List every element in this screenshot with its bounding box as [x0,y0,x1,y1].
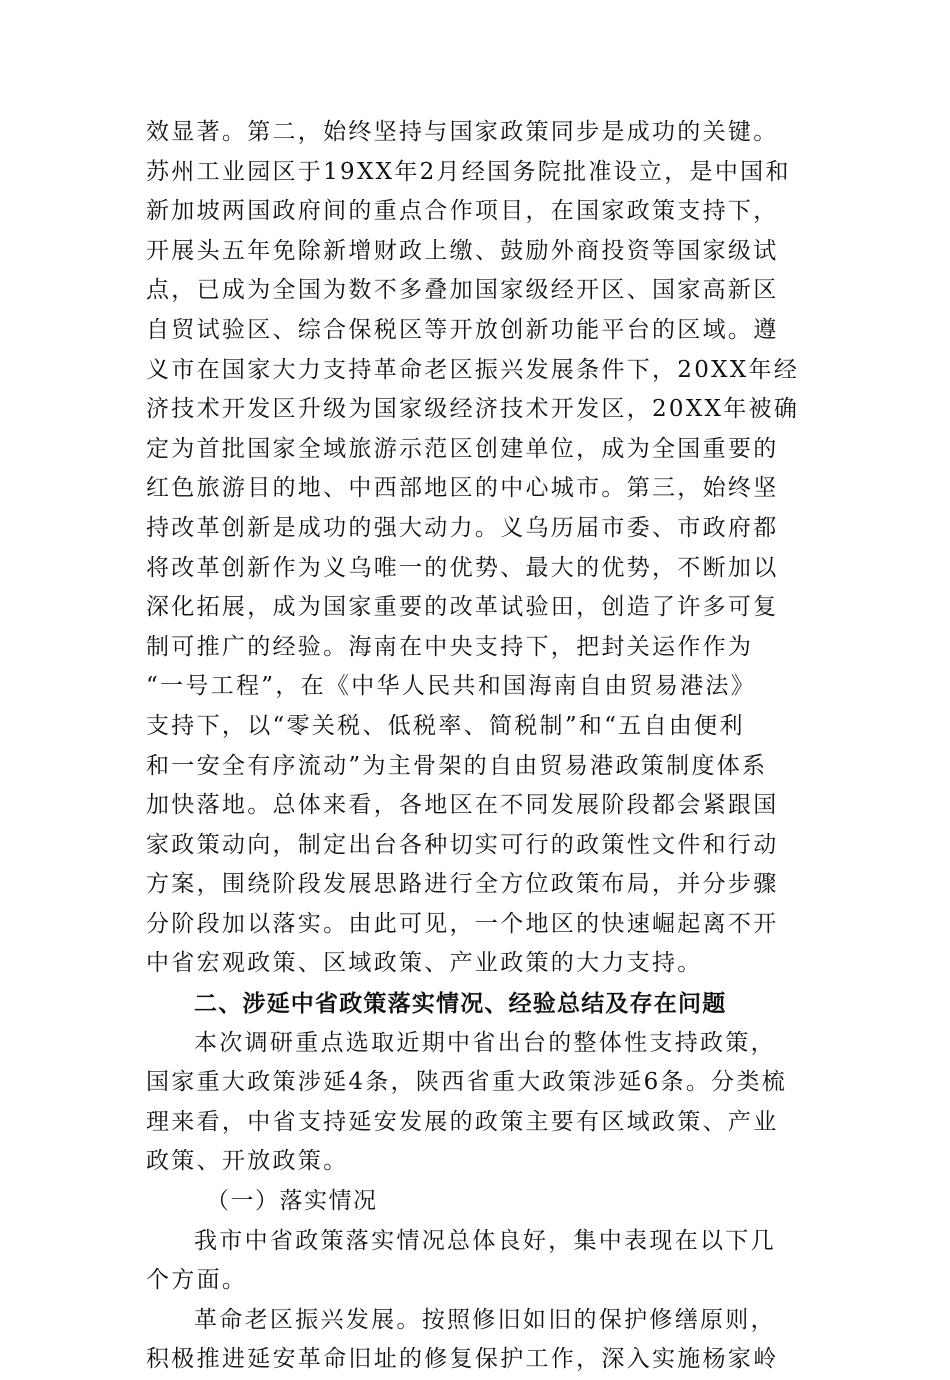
paragraph-line: 积极推进延安革命旧址的修复保护工作，深入实施杨家岭 [146,1346,779,1373]
paragraph-line: 苏州工业园区于19XX年2月经国务院批准设立，是中国和 [146,158,791,185]
paragraph-line: 定为首批国家全域旅游示范区创建单位，成为全国重要的 [146,435,779,462]
paragraph-line: 加快落地。总体来看，各地区在不同发展阶段都会紧跟国 [146,792,779,819]
paragraph-line: 理来看，中省支持延安发展的政策主要有区域政策、产业 [146,1108,779,1135]
paragraph-line: 深化拓展，成为国家重要的改革试验田，创造了许多可复 [146,594,779,621]
paragraph-line: 红色旅游目的地、中西部地区的中心城市。第三，始终坚 [146,475,779,502]
section-heading: 二、涉延中省政策落实情况、经验总结及存在问题 [194,990,727,1018]
paragraph-line: 政策、开放政策。 [146,1148,349,1175]
paragraph-line: 点，已成为全国为数不多叠加国家级经开区、国家高新区 [146,277,779,304]
paragraph-line: 支持下，以“零关税、低税率、简税制”和“五自由便利 [146,712,745,739]
paragraph-line: 开展头五年免除新增财政上缴、鼓励外商投资等国家级试 [146,237,779,264]
subsection-heading: （一）落实情况 [206,1188,378,1215]
paragraph-line: 国家重大政策涉延4条，陕西省重大政策涉延6条。分类梳 [146,1069,788,1096]
paragraph-line: 持改革创新是成功的强大动力。义乌历届市委、市政府都 [146,514,779,541]
paragraph-line: 我市中省政策落实情况总体良好，集中表现在以下几 [194,1227,776,1254]
paragraph-line: 济技术开发区升级为国家级经济技术开发区，20XX年被确 [146,396,800,423]
paragraph-line: 自贸试验区、综合保税区等开放创新功能平台的区域。遵 [146,316,779,343]
paragraph-line: 制可推广的经验。海南在中央支持下，把封关运作作为 [146,633,754,660]
paragraph-line: 分阶段加以落实。由此可见，一个地区的快速崛起离不开 [146,910,779,937]
paragraph-line: 本次调研重点选取近期中省出台的整体性支持政策， [194,1029,776,1056]
paragraph-line: 家政策动向，制定出台各种切实可行的政策性文件和行动 [146,831,779,858]
paragraph-line: 义市在国家大力支持革命老区振兴发展条件下，20XX年经 [146,356,800,383]
paragraph-line: 新加坡两国政府间的重点合作项目，在国家政策支持下， [146,198,779,225]
paragraph-line: 中省宏观政策、区域政策、产业政策的大力支持。 [146,950,703,977]
paragraph-line: 效显著。第二，始终坚持与国家政策同步是成功的关键。 [146,119,779,145]
paragraph-line: 革命老区振兴发展。按照修旧如旧的保护修缮原则， [194,1306,776,1333]
paragraph-line: 和一安全有序流动”为主骨架的自由贸易港政策制度体系 [146,752,768,779]
document-body [146,113,806,1380]
paragraph-line: 方案，围绕阶段发展思路进行全方位政策布局，并分步骤 [146,871,779,898]
paragraph-line: 个方面。 [146,1267,248,1294]
paragraph-line: “一号工程”，在《中华人民共和国海南自由贸易港法》 [146,673,757,700]
paragraph-line: 将改革创新作为义乌唯一的优势、最大的优势，不断加以 [146,554,779,581]
